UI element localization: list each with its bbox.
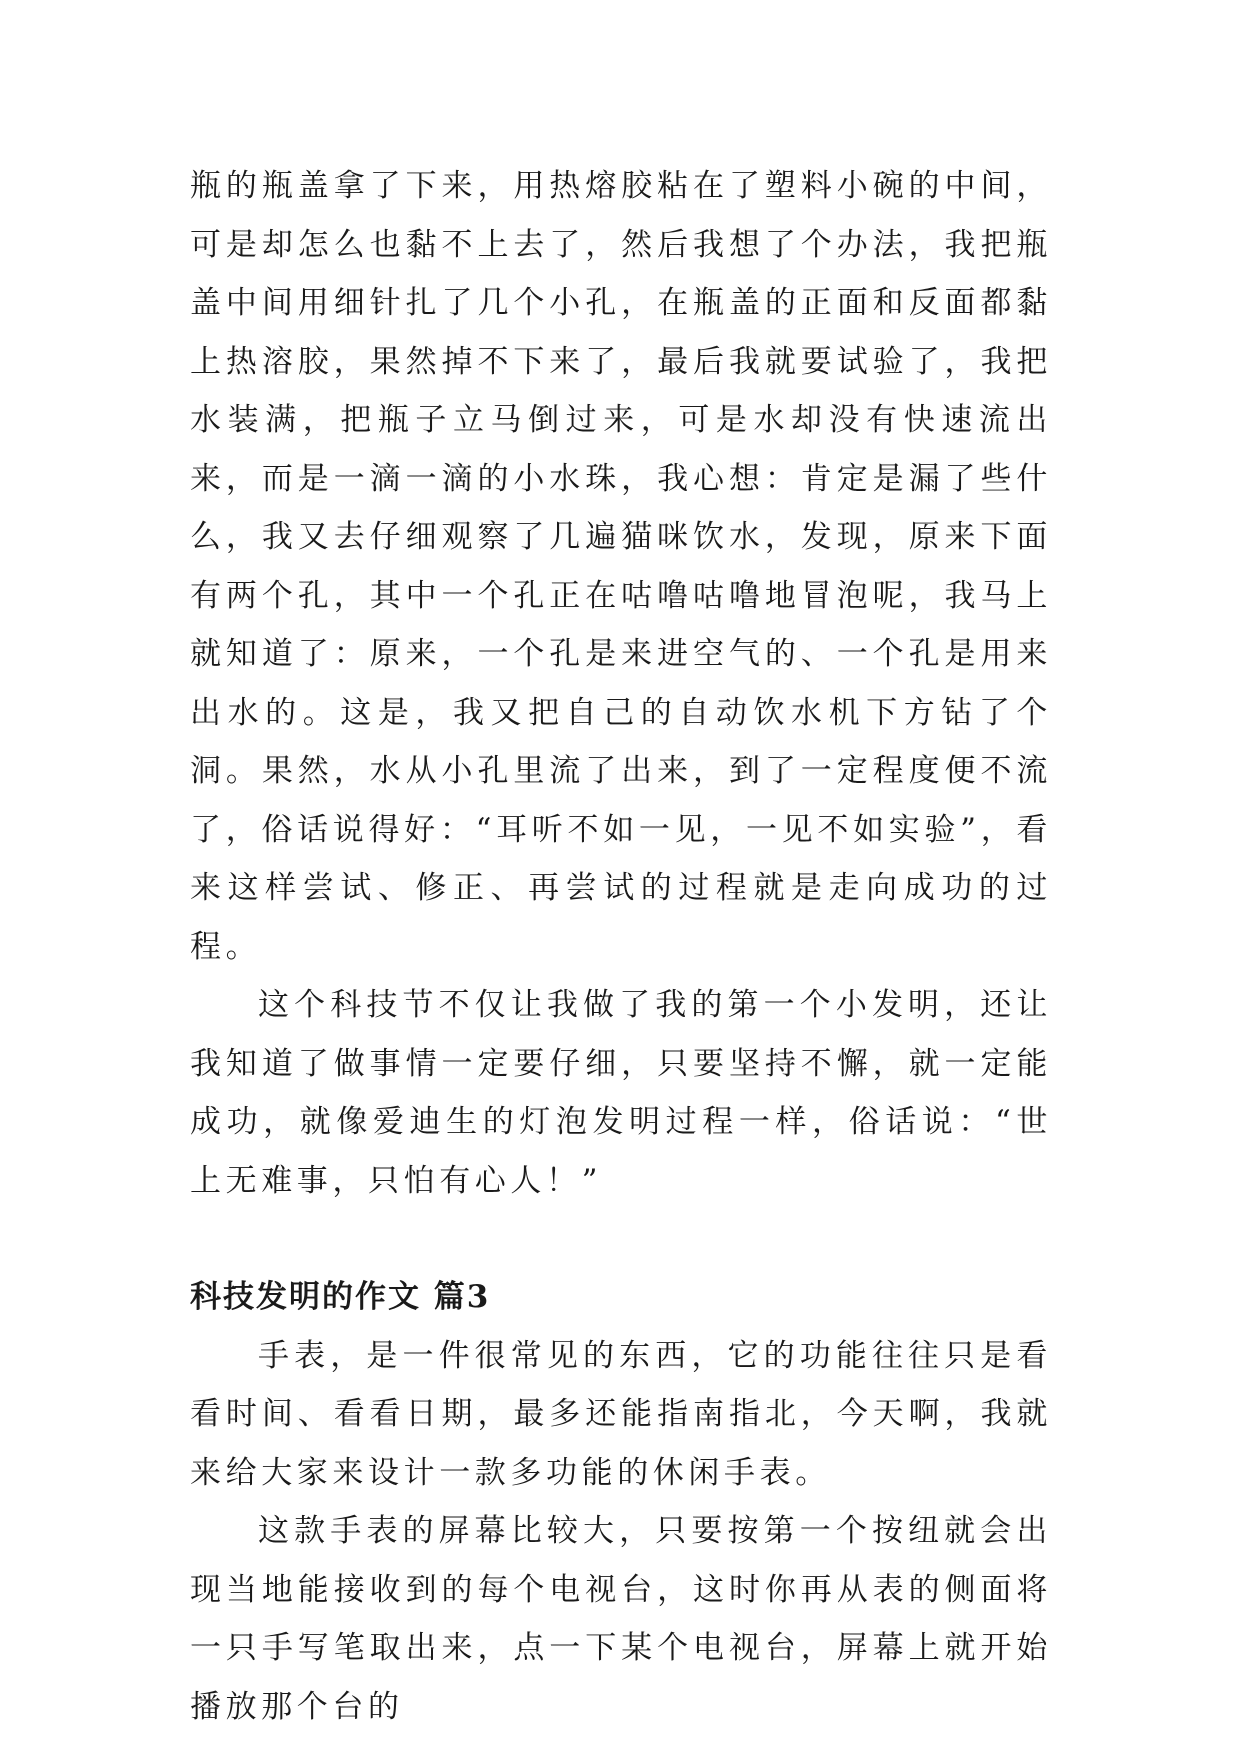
paragraph-watch-screen: 这款手表的屏幕比较大，只要按第一个按纽就会出现当地能接收到的每个电视台，这时你再从表的侧面将一只手写笔取出来，点一下某个电视台，屏幕上就开始播放那个台的 — [190, 1513, 1052, 1725]
paragraph-conclusion: 这个科技节不仅让我做了我的第一个小发明，还让我知道了做事情一定要仔细，只要坚持不懈，就一定能成功，就像爱迪生的灯泡发明过程一样，俗话说：“世上无难事，只怕有心人！” — [190, 987, 1052, 1199]
paragraph-continuation: 瓶的瓶盖拿了下来，用热熔胶粘在了塑料小碗的中间，可是却怎么也黏不上去了，然后我想了个办法，我把瓶盖中间用细针扎了几个小孔，在瓶盖的正面和反面都黏上热溶胶，果然掉不下来了，最后我就要试验了，我把水装满，把瓶子立马倒过来，可是水却没有快速流出来，而是一滴一滴的小水珠，我心想：肯定是漏了些什么，我又去仔细观察了几遍猫咪饮水，发现，原来下面有两个孔，其中一个孔正在咕噜咕噜地冒泡呢，我马上就知道了：原来，一个孔是来进空气的、一个孔是用来出水的。这是，我又把自己的自动饮水机下方钻了个洞。果然，水从小孔里流了出来，到了一定程度便不流了，俗话说得好：“耳听不如一见，一见不如实验”，看来这样尝试、修正、再尝试的过程就是走向成功的过程。 — [190, 168, 1052, 965]
text-column — [190, 157, 1052, 1736]
paragraph-watch-intro: 手表，是一件很常见的东西，它的功能往往只是看看时间、看看日期，最多还能指南指北，今天啊，我就来给大家来设计一款多功能的休闲手表。 — [190, 1337, 1052, 1491]
section-heading: 科技发明的作文 篇3 — [190, 1279, 491, 1315]
section-gap — [190, 1210, 1052, 1268]
